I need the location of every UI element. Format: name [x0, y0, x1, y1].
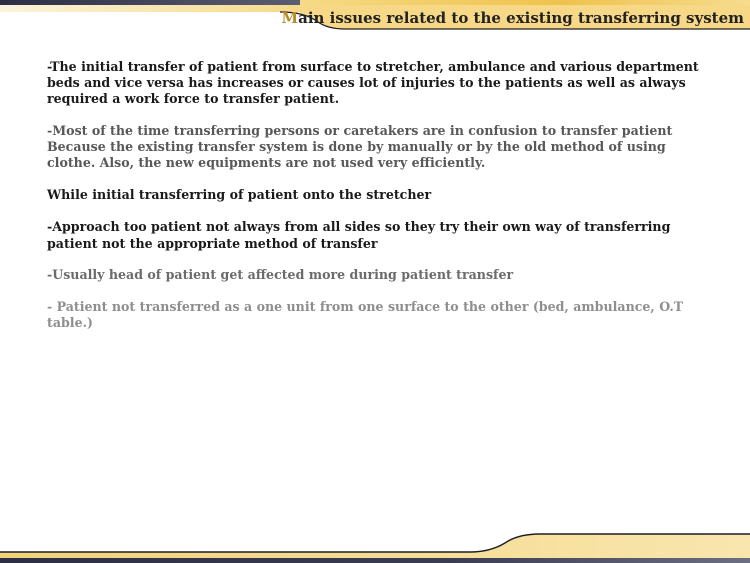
issue-paragraph: - Patient not transferred as a one unit from one surface to the other (bed, ambulance, O.T table.) — [47, 299, 684, 331]
slide-body — [47, 59, 712, 331]
issue-paragraph: -Usually head of patient get affected more during patient transfer — [47, 266, 514, 282]
slide-title — [281, 9, 744, 27]
bottom-footer-band — [0, 526, 750, 563]
slide-title-initial: M — [281, 9, 299, 27]
issue-paragraph: -Approach too patient not always from all sides so they try their own way of transferring patient not the appropriate method of transfer — [47, 219, 671, 251]
slide-title-text: ain issues related to the existing transferring system — [298, 9, 744, 27]
section-heading: While initial transferring of patient onto the stretcher — [47, 187, 432, 203]
issue-paragraph: -The initial transfer of patient from surface to stretcher, ambulance and various department beds and vice versa has increases or causes lot of injuries to the patients as well as always required a work force to transfer patient. — [47, 59, 699, 107]
issue-paragraph: -Most of the time transferring persons or caretakers are in confusion to transfer patient Because the existing transfer system is done by manually or by the old method of using clothe. Also, the new equipments are not used very efficiently. — [47, 122, 673, 171]
